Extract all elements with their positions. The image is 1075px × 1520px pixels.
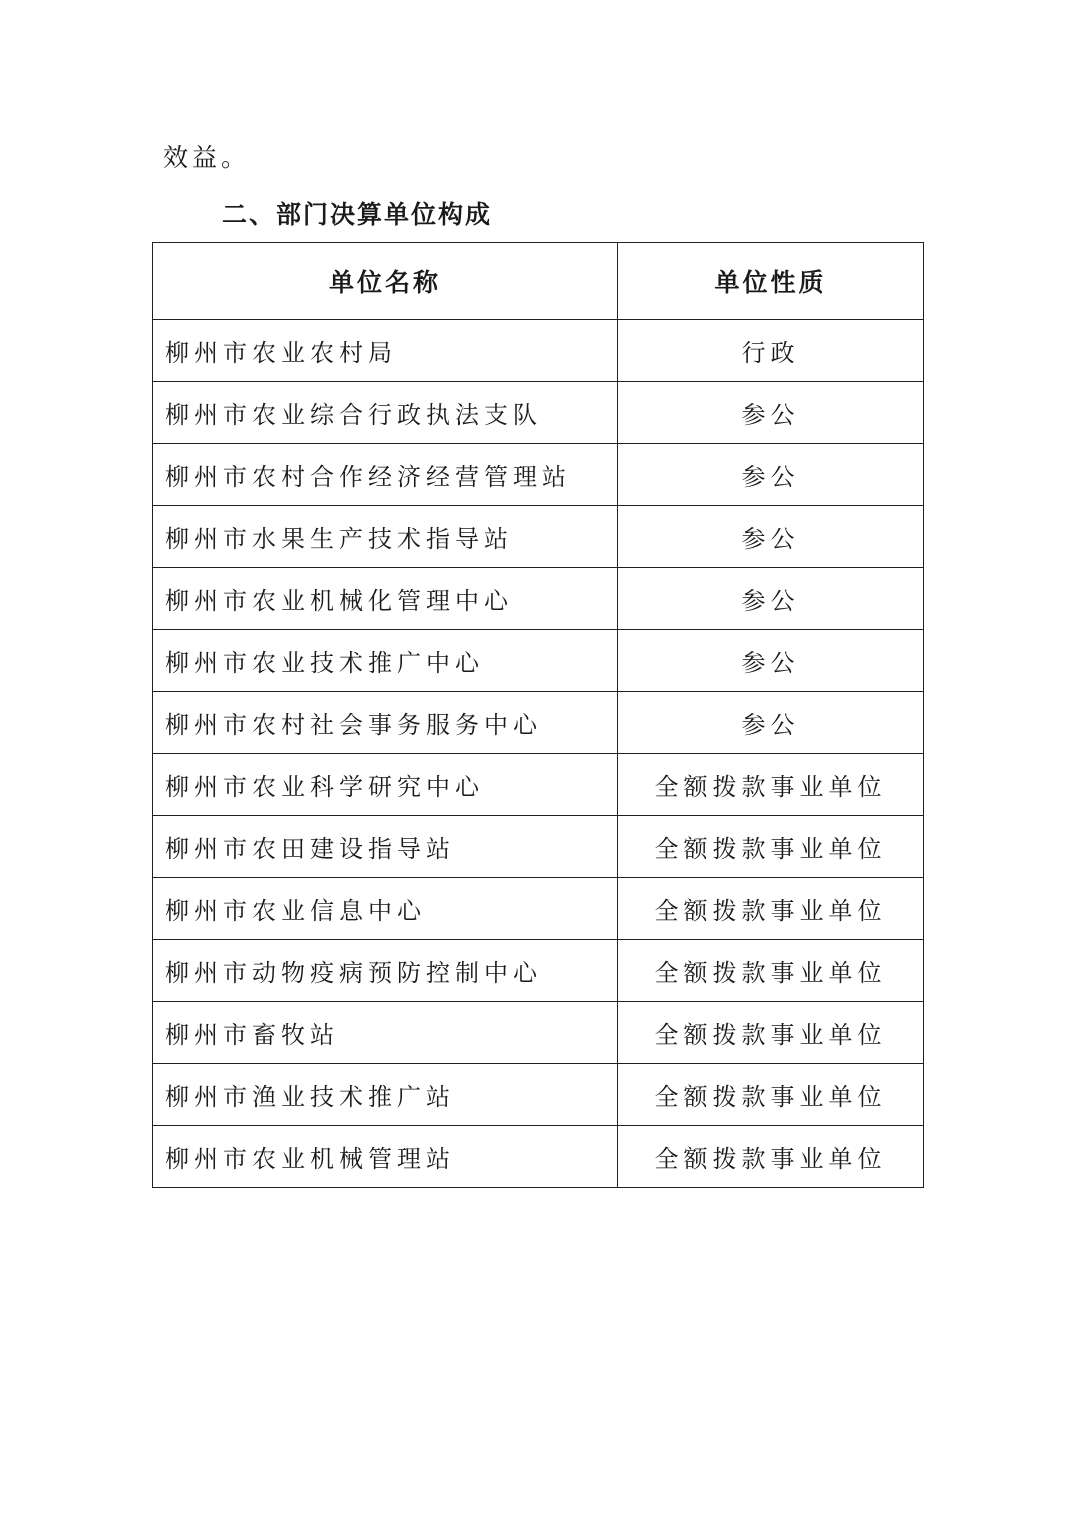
table-row: [153, 444, 924, 506]
table-row: [153, 382, 924, 444]
table-row: [153, 630, 924, 692]
section-heading: 二、部门决算单位构成: [222, 200, 493, 229]
unit-name-cell: 柳州市农业机械管理站: [153, 1126, 618, 1188]
unit-name-cell: 柳州市农业综合行政执法支队: [153, 382, 618, 444]
unit-nature-cell: 行政: [618, 320, 924, 382]
unit-nature-cell: 全额拨款事业单位: [618, 1064, 924, 1126]
table-row: [153, 320, 924, 382]
unit-nature-cell: 全额拨款事业单位: [618, 754, 924, 816]
unit-nature-cell: 参公: [618, 382, 924, 444]
unit-name-cell: 柳州市农业技术推广中心: [153, 630, 618, 692]
unit-nature-cell: 参公: [618, 506, 924, 568]
unit-nature-cell: 参公: [618, 444, 924, 506]
header-unit-nature: 单位性质: [618, 243, 924, 320]
table-row: [153, 754, 924, 816]
unit-composition-table: [152, 242, 924, 1188]
unit-nature-cell: 参公: [618, 630, 924, 692]
table-row: [153, 506, 924, 568]
unit-name-cell: 柳州市农村社会事务服务中心: [153, 692, 618, 754]
table-row: [153, 1002, 924, 1064]
unit-nature-cell: 全额拨款事业单位: [618, 1002, 924, 1064]
unit-name-cell: 柳州市农业农村局: [153, 320, 618, 382]
unit-name-cell: 柳州市农田建设指导站: [153, 816, 618, 878]
table-header-row: [153, 243, 924, 320]
table-row: [153, 1064, 924, 1126]
unit-name-cell: 柳州市畜牧站: [153, 1002, 618, 1064]
unit-nature-cell: 全额拨款事业单位: [618, 1126, 924, 1188]
table-row: [153, 878, 924, 940]
unit-nature-cell: 全额拨款事业单位: [618, 816, 924, 878]
unit-nature-cell: 参公: [618, 692, 924, 754]
unit-name-cell: 柳州市农业机械化管理中心: [153, 568, 618, 630]
header-unit-name: 单位名称: [153, 243, 618, 320]
unit-name-cell: 柳州市动物疫病预防控制中心: [153, 940, 618, 1002]
table-row: [153, 568, 924, 630]
unit-name-cell: 柳州市农村合作经济经营管理站: [153, 444, 618, 506]
unit-name-cell: 柳州市渔业技术推广站: [153, 1064, 618, 1126]
unit-nature-cell: 全额拨款事业单位: [618, 940, 924, 1002]
table-row: [153, 1126, 924, 1188]
unit-nature-cell: 参公: [618, 568, 924, 630]
table-row: [153, 692, 924, 754]
unit-name-cell: 柳州市农业科学研究中心: [153, 754, 618, 816]
preceding-paragraph-end: 效益。: [163, 143, 251, 172]
unit-name-cell: 柳州市水果生产技术指导站: [153, 506, 618, 568]
unit-name-cell: 柳州市农业信息中心: [153, 878, 618, 940]
table-row: [153, 816, 924, 878]
table-row: [153, 940, 924, 1002]
unit-nature-cell: 全额拨款事业单位: [618, 878, 924, 940]
